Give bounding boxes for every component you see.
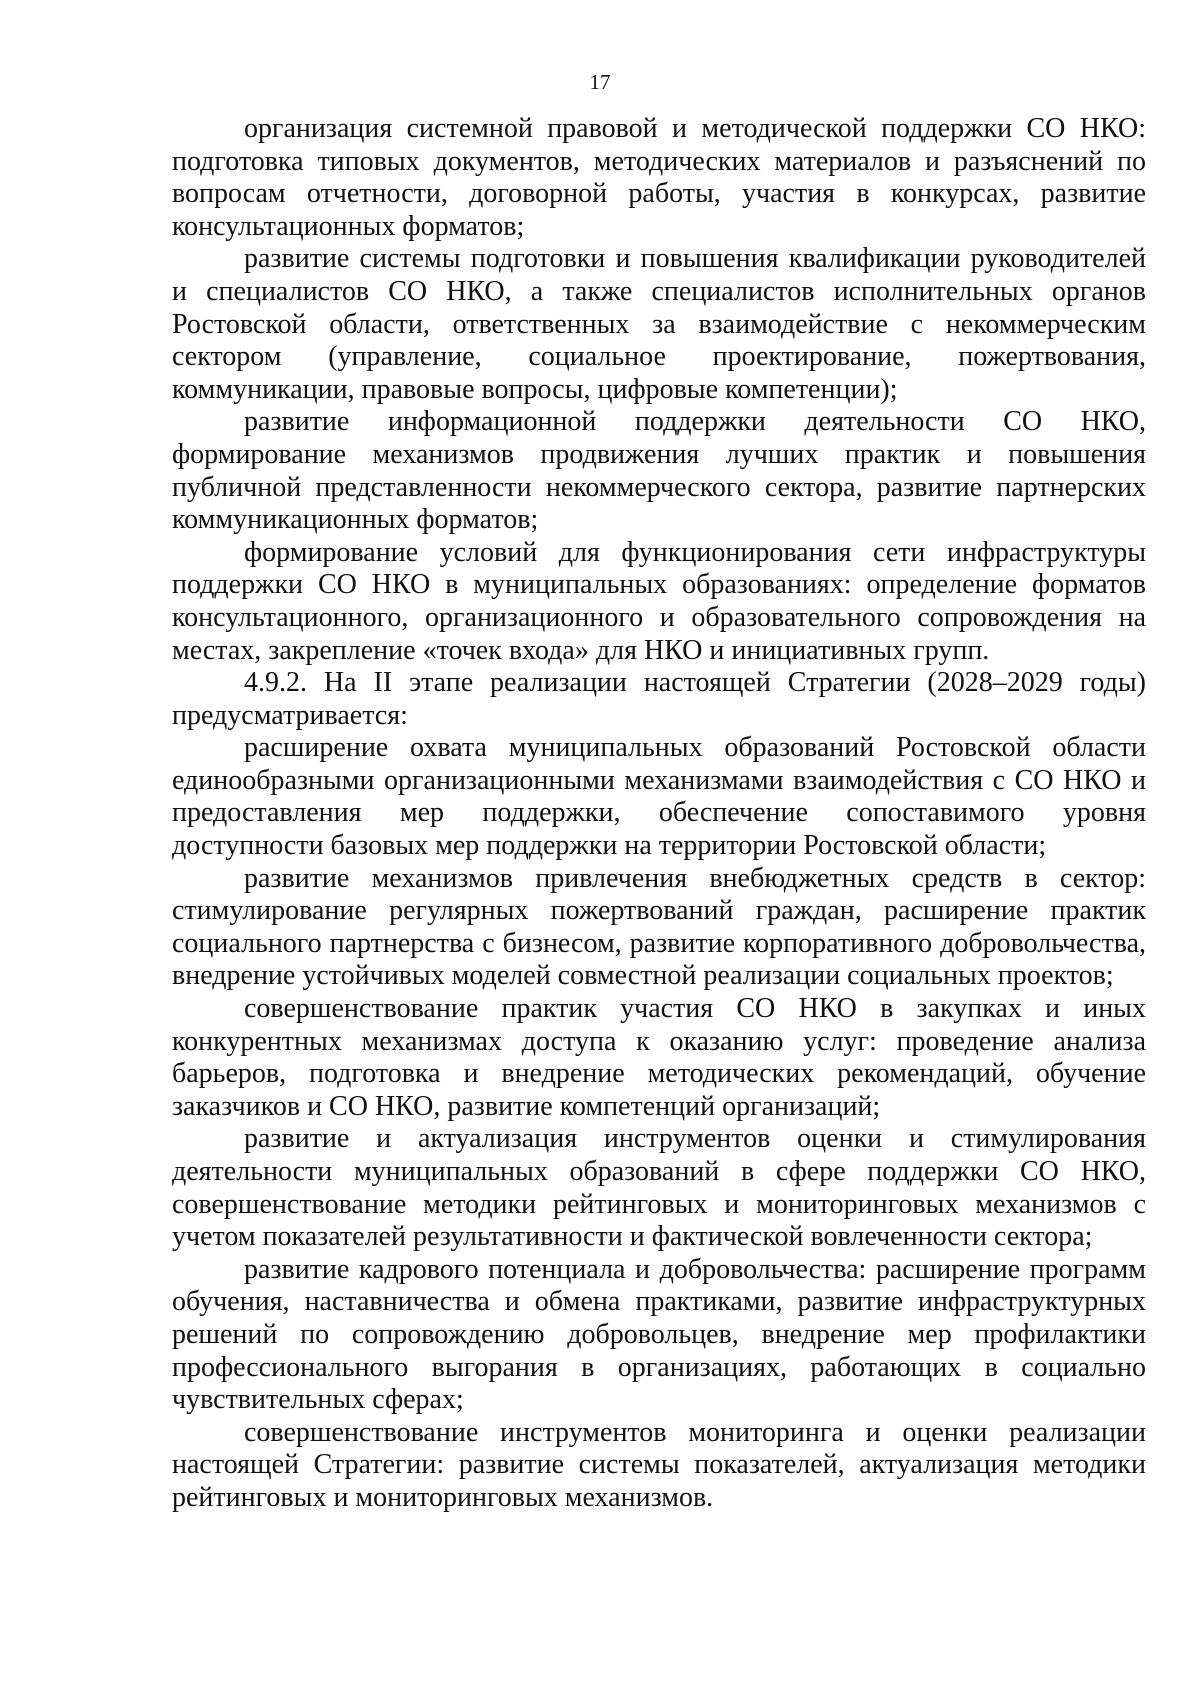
paragraph-information-support: развитие информационной поддержки деятельности СО НКО, формирование механизмов продвижения лучших практик и повышения публичной представленности некоммерческого сектора, развитие партнерских коммуникационных форматов; — [172, 406, 1146, 536]
document-body — [172, 113, 1146, 1515]
paragraph-coverage-expansion: расширение охвата муниципальных образований Ростовской области единообразными организационными механизмами взаимодействия с СО НКО и предоставления мер поддержки, обеспечение сопоставимого уровня доступности базовых мер поддержки на территории Ростовской области; — [172, 732, 1146, 862]
paragraph-stage-two-heading: 4.9.2. На II этапе реализации настоящей Стратегии (2028–2029 годы) предусматривается: — [172, 667, 1146, 731]
paragraph-training-system: развитие системы подготовки и повышения квалификации руководителей и специалистов СО НКО, а также специалистов исполнительных органов Ростовской области, ответственных за взаимодействие с некоммерческим сектором (управление, социальное проектирование, пожертвования, коммуникации, правовые вопросы, цифровые компетенции); — [172, 243, 1146, 405]
paragraph-evaluation-tools: развитие и актуализация инструментов оценки и стимулирования деятельности муниципальных образований в сфере поддержки СО НКО, совершенствование методики рейтинговых и мониторинговых механизмов с учетом показателей результативности и фактической вовлеченности сектора; — [172, 1123, 1146, 1253]
paragraph-procurement-practices: совершенствование практик участия СО НКО в закупках и иных конкурентных механизмах доступа к оказанию услуг: проведение анализа барьеров, подготовка и внедрение методических рекомендаций, обучение заказчиков и СО НКО, развитие компетенций организаций; — [172, 993, 1146, 1122]
paragraph-methodical-support: организация системной правовой и методической поддержки СО НКО: подготовка типовых документов, методических материалов и разъяснений по вопросам отчетности, договорной работы, участия в конкурсах, развитие консультационных форматов; — [172, 113, 1146, 242]
paragraph-monitoring-tools: совершенствование инструментов мониторинга и оценки реализации настоящей Стратегии: развитие системы показателей, актуализация методики рейтинговых и мониторинговых механизмов. — [172, 1416, 1146, 1513]
paragraph-personnel-volunteering: развитие кадрового потенциала и добровольчества: расширение программ обучения, наставничества и обмена практиками, развитие инфраструктурных решений по сопровождению добровольцев, внедрение мер профилактики профессионального выгорания в организациях, работающих в социально чувствительных сферах; — [172, 1253, 1146, 1416]
paragraph-municipal-infrastructure: формирование условий для функционирования сети инфраструктуры поддержки СО НКО в муниципальных образованиях: определение форматов консультационного, организационного и образовательного сопровождения на местах, закрепление «точек входа» для НКО и инициативных групп. — [172, 536, 1146, 666]
paragraph-extra-budget-funding: развитие механизмов привлечения внебюджетных средств в сектор: стимулирование регулярных пожертвований граждан, расширение практик социального партнерства с бизнесом, развитие корпоративного добровольчества, внедрение устойчивых моделей совместной реализации социальных проектов; — [172, 862, 1146, 992]
page-number: 17 — [589, 70, 611, 94]
